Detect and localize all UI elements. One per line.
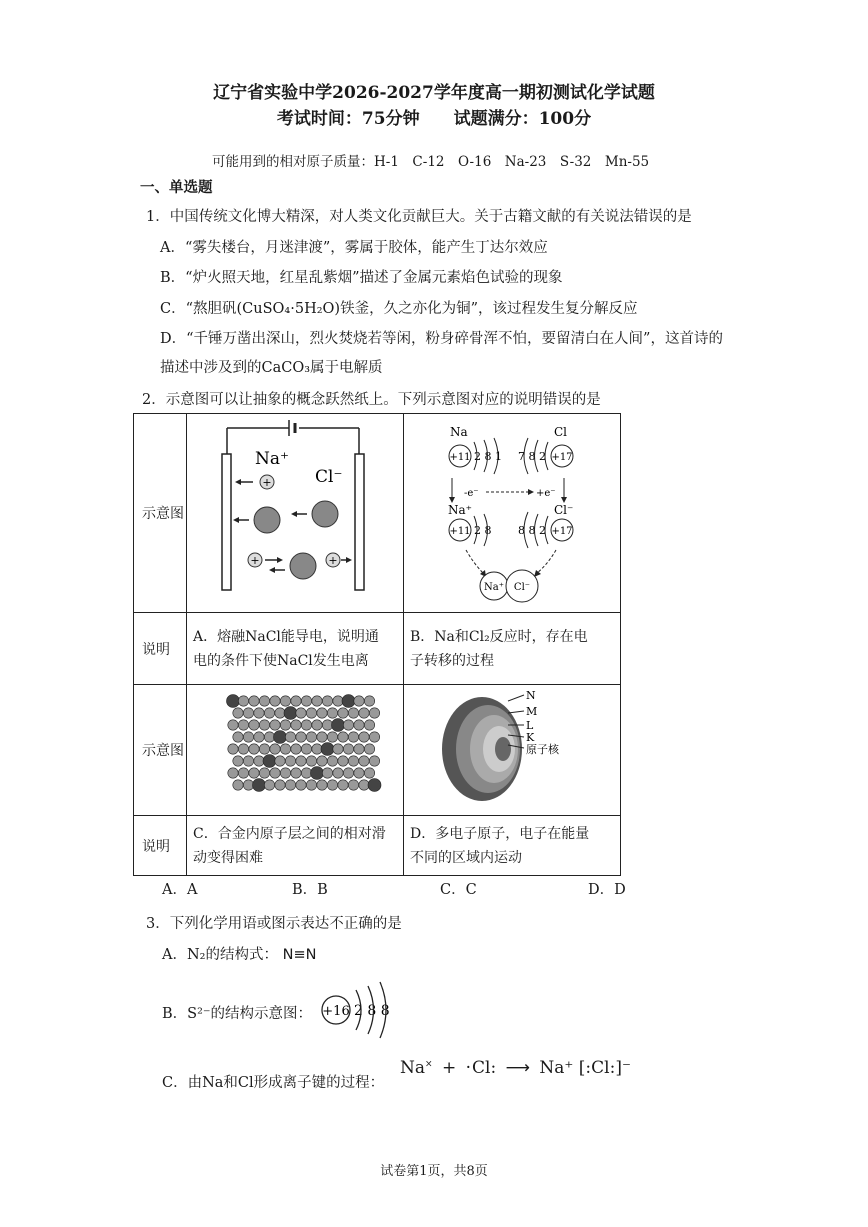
alloy-atom bbox=[343, 720, 353, 730]
alloy-atom bbox=[291, 720, 301, 730]
alloy-atom bbox=[263, 755, 276, 768]
alloy-atom bbox=[280, 720, 290, 730]
exam-subtitle: 考试时间：75分钟 试题满分：100分 bbox=[276, 109, 592, 129]
alloy-atom bbox=[327, 708, 337, 718]
sulfide-nucleus: +16 bbox=[322, 1004, 350, 1019]
alloy-atom bbox=[254, 756, 264, 766]
electron-shell-diagram bbox=[404, 685, 620, 811]
alloy-atom bbox=[270, 768, 280, 778]
row-label-diagram: 示意图 bbox=[134, 414, 187, 613]
q1-option-a: A．“雾失楼台，月迷津渡”，雾属于胶体，能产生丁达尔效应 bbox=[160, 240, 548, 256]
page-footer: 试卷第1页，共8页 bbox=[380, 1164, 488, 1179]
eq-product-cl: [:Cl:]⁻ bbox=[578, 1058, 631, 1078]
alloy-atom bbox=[285, 780, 295, 790]
alloy-atom bbox=[368, 779, 381, 792]
q1-option-d: D．“千锤万凿出深山，烈火焚烧若等闲，粉身碎骨浑不怕，要留清白在人间”，这首诗的 bbox=[160, 331, 723, 347]
alloy-atom bbox=[333, 744, 343, 754]
alloy-atom bbox=[343, 744, 353, 754]
alloy-atom bbox=[238, 768, 248, 778]
lose-electron: -e⁻ bbox=[464, 488, 479, 499]
note-c bbox=[187, 816, 404, 876]
alloy-atom bbox=[275, 780, 285, 790]
alloy-atom bbox=[243, 732, 253, 742]
q2-option-d: D．D bbox=[588, 882, 626, 898]
alloy-atom bbox=[233, 708, 243, 718]
alloy-diagram bbox=[187, 685, 403, 811]
na-ion-shells: 2 8 bbox=[474, 524, 492, 537]
alloy-atom bbox=[348, 732, 358, 742]
alloy-atom bbox=[306, 708, 316, 718]
note-a-line2: 电的条件下使NaCl发生电离 bbox=[193, 652, 369, 669]
diagram-a bbox=[187, 414, 404, 613]
alloy-atom bbox=[322, 720, 332, 730]
section-heading: 一、单选题 bbox=[140, 179, 213, 196]
alloy-atom bbox=[306, 756, 316, 766]
alloy-atom bbox=[359, 708, 369, 718]
cl-ion-product: Cl⁻ bbox=[513, 582, 531, 593]
alloy-atom bbox=[359, 756, 369, 766]
cl-ion-shells: 8 8 2 bbox=[518, 524, 546, 537]
electrolysis-diagram bbox=[187, 414, 403, 608]
alloy-atom bbox=[264, 780, 274, 790]
cl-shells: 7 8 2 bbox=[518, 450, 546, 463]
na-ion-product: Na⁺ bbox=[484, 582, 504, 593]
svg-text:+: + bbox=[250, 554, 260, 567]
alloy-atom bbox=[249, 696, 259, 706]
alloy-atom bbox=[333, 696, 343, 706]
note-d-line2: 不同的区域内运动 bbox=[410, 849, 522, 866]
alloy-atom bbox=[317, 708, 327, 718]
alloy-atom bbox=[275, 756, 285, 766]
alloy-atom bbox=[359, 732, 369, 742]
alloy-atom bbox=[249, 768, 259, 778]
alloy-atom bbox=[338, 732, 348, 742]
alloy-atom bbox=[254, 708, 264, 718]
alloy-atom bbox=[270, 696, 280, 706]
alloy-atom bbox=[322, 768, 332, 778]
na-ion-nucleus: +11 bbox=[449, 526, 471, 537]
alloy-atom bbox=[296, 708, 306, 718]
cl-ion-label: Cl⁻ bbox=[315, 467, 343, 487]
alloy-atom bbox=[285, 756, 295, 766]
alloy-atom bbox=[354, 696, 364, 706]
atomic-masses: 可能用到的相对原子质量：H-1 C-12 O-16 Na-23 S-32 Mn-55 bbox=[212, 154, 650, 170]
cl-atom-label: Cl bbox=[554, 425, 568, 439]
nucleus-label: 原子核 bbox=[526, 743, 559, 756]
alloy-atom bbox=[301, 720, 311, 730]
diagram-c bbox=[187, 685, 404, 816]
note-b-line2: 子转移的过程 bbox=[410, 652, 494, 669]
alloy-atom bbox=[275, 708, 285, 718]
q3-a-label: A．N₂的结构式： bbox=[162, 947, 278, 963]
alloy-atom bbox=[249, 720, 259, 730]
diagram-d bbox=[404, 685, 621, 816]
note-b-line1: B．Na和Cl₂反应时，存在电 bbox=[410, 628, 588, 645]
alloy-atom bbox=[280, 768, 290, 778]
alloy-atom bbox=[270, 744, 280, 754]
alloy-atom bbox=[369, 756, 379, 766]
note-c-line1: C．合金内原子层之间的相对滑 bbox=[193, 825, 386, 842]
alloy-atom bbox=[228, 720, 238, 730]
alloy-atom bbox=[301, 744, 311, 754]
cl-ion-nucleus: +17 bbox=[551, 526, 573, 537]
alloy-atom bbox=[280, 744, 290, 754]
alloy-atom bbox=[259, 744, 269, 754]
q1-option-b: B．“炉火照天地，红星乱紫烟”描述了金属元素焰色试验的现象 bbox=[160, 270, 563, 286]
alloy-atom bbox=[364, 744, 374, 754]
electron-transfer-diagram bbox=[404, 414, 620, 608]
cl-nucleus: +17 bbox=[551, 452, 573, 463]
alloy-atom bbox=[291, 768, 301, 778]
eq-product-na: Na⁺ bbox=[539, 1058, 574, 1078]
diagram-b bbox=[404, 414, 621, 613]
alloy-atom bbox=[238, 696, 248, 706]
alloy-atom bbox=[338, 708, 348, 718]
note-d bbox=[404, 816, 621, 876]
alloy-atom bbox=[311, 767, 324, 780]
sulfide-shells: 2 8 8 bbox=[354, 1003, 390, 1019]
alloy-atom bbox=[228, 768, 238, 778]
alloy-atom bbox=[348, 708, 358, 718]
alloy-atom bbox=[249, 744, 259, 754]
alloy-atom bbox=[264, 708, 274, 718]
alloy-atom bbox=[274, 731, 287, 744]
note-b bbox=[404, 613, 621, 685]
na-ion-label-b: Na⁺ bbox=[448, 503, 472, 517]
alloy-atom bbox=[243, 780, 253, 790]
alloy-atom bbox=[254, 732, 264, 742]
alloy-atom bbox=[354, 768, 364, 778]
eq-cl: Cl bbox=[472, 1058, 491, 1078]
alloy-atom bbox=[338, 780, 348, 790]
exam-title: 辽宁省实验中学2026-2027学年度高一期初测试化学试题 bbox=[213, 83, 655, 103]
alloy-atom bbox=[306, 732, 316, 742]
alloy-atom bbox=[327, 756, 337, 766]
eq-na: Na bbox=[400, 1058, 426, 1078]
alloy-atom bbox=[342, 695, 355, 708]
row-label-note: 说明 bbox=[134, 613, 187, 685]
alloy-atom bbox=[243, 708, 253, 718]
alloy-atom bbox=[301, 696, 311, 706]
alloy-atom bbox=[348, 756, 358, 766]
alloy-atom bbox=[354, 720, 364, 730]
alloy-atom bbox=[259, 768, 269, 778]
alloy-atom bbox=[228, 744, 238, 754]
eq-arrow: ⟶ bbox=[505, 1058, 530, 1078]
alloy-atom bbox=[359, 780, 369, 790]
alloy-atom bbox=[259, 696, 269, 706]
q2-table bbox=[133, 413, 621, 876]
alloy-atom bbox=[233, 732, 243, 742]
shell-l-label: L bbox=[526, 719, 534, 732]
alloy-atom bbox=[285, 732, 295, 742]
alloy-atom bbox=[364, 696, 374, 706]
alloy-atom bbox=[312, 696, 322, 706]
q1-option-d-cont: 描述中涉及到的CaCO₃属于电解质 bbox=[160, 360, 383, 376]
gain-electron: +e⁻ bbox=[536, 488, 556, 499]
q3-stem: 3．下列化学用语或图示表达不正确的是 bbox=[146, 916, 402, 932]
alloy-atom bbox=[306, 780, 316, 790]
na-shells: 2 8 1 bbox=[474, 450, 502, 463]
q3-option-c-label: C．由Na和Cl形成离子键的过程： bbox=[162, 1075, 385, 1091]
alloy-atom bbox=[321, 743, 334, 756]
row-label-diagram-2: 示意图 bbox=[134, 685, 187, 816]
alloy-atom bbox=[296, 732, 306, 742]
q1-stem: 1．中国传统文化博大精深，对人类文化贡献巨大。关于古籍文献的有关说法错误的是 bbox=[146, 209, 692, 225]
alloy-atom bbox=[270, 720, 280, 730]
alloy-atom bbox=[284, 707, 297, 720]
alloy-atom bbox=[301, 768, 311, 778]
alloy-atom bbox=[296, 756, 306, 766]
sulfide-structure-diagram bbox=[316, 976, 406, 1048]
na-atom-label: Na bbox=[450, 425, 468, 439]
shell-m-label: M bbox=[526, 705, 538, 718]
alloy-atom bbox=[369, 708, 379, 718]
alloy-atom bbox=[238, 720, 248, 730]
alloy-atom bbox=[227, 695, 240, 708]
note-a-line1: A．熔融NaCl能导电，说明通 bbox=[193, 628, 379, 645]
alloy-atom bbox=[291, 696, 301, 706]
alloy-atom bbox=[343, 768, 353, 778]
alloy-atom-grid bbox=[227, 695, 382, 792]
alloy-atom bbox=[333, 768, 343, 778]
alloy-atom bbox=[296, 780, 306, 790]
alloy-atom bbox=[253, 779, 266, 792]
q1-option-c: C．“熬胆矾(CuSO₄·5H₂O)铁釜，久之亦化为铜”，该过程发生复分解反应 bbox=[160, 301, 638, 317]
alloy-atom bbox=[317, 732, 327, 742]
cl-ion-label-b: Cl⁻ bbox=[554, 503, 574, 517]
ionic-bond-equation: Na× + ·Cl: ⟶ Na⁺ [:Cl:]⁻ bbox=[400, 1058, 631, 1078]
alloy-atom bbox=[327, 780, 337, 790]
q2-option-a: A．A bbox=[162, 882, 198, 898]
alloy-atom bbox=[264, 732, 274, 742]
svg-text:+: + bbox=[328, 554, 338, 567]
alloy-atom bbox=[364, 768, 374, 778]
alloy-atom bbox=[233, 756, 243, 766]
alloy-atom bbox=[291, 744, 301, 754]
alloy-atom bbox=[312, 720, 322, 730]
svg-text:+: + bbox=[262, 476, 272, 489]
alloy-atom bbox=[233, 780, 243, 790]
alloy-atom bbox=[369, 732, 379, 742]
q3-option-a bbox=[162, 943, 316, 964]
q2-option-c: C．C bbox=[440, 882, 477, 898]
shell-n-label: N bbox=[526, 689, 536, 702]
alloy-atom bbox=[327, 732, 337, 742]
q2-stem: 2．示意图可以让抽象的概念跃然纸上。下列示意图对应的说明错误的是 bbox=[142, 392, 601, 408]
q2-option-b: B．B bbox=[292, 882, 328, 898]
note-a bbox=[187, 613, 404, 685]
alloy-atom bbox=[317, 756, 327, 766]
alloy-atom bbox=[280, 696, 290, 706]
na-nucleus: +11 bbox=[449, 452, 471, 463]
alloy-atom bbox=[322, 696, 332, 706]
alloy-atom bbox=[312, 744, 322, 754]
alloy-atom bbox=[338, 756, 348, 766]
q3-option-b-label: B．S²⁻的结构示意图： bbox=[162, 1006, 313, 1022]
alloy-atom bbox=[348, 780, 358, 790]
note-c-line2: 动变得困难 bbox=[193, 849, 263, 866]
alloy-atom bbox=[259, 720, 269, 730]
na-ion-label: Na⁺ bbox=[255, 449, 289, 469]
alloy-atom bbox=[317, 780, 327, 790]
alloy-atom bbox=[354, 744, 364, 754]
eq-plus: + bbox=[441, 1058, 457, 1078]
alloy-atom bbox=[238, 744, 248, 754]
alloy-atom bbox=[243, 756, 253, 766]
row-label-note-2: 说明 bbox=[134, 816, 187, 876]
q3-a-formula: N≡N bbox=[282, 947, 317, 963]
alloy-atom bbox=[332, 719, 345, 732]
shell-k-label: K bbox=[526, 731, 535, 744]
note-d-line1: D．多电子原子，电子在能量 bbox=[410, 825, 590, 842]
alloy-atom bbox=[364, 720, 374, 730]
